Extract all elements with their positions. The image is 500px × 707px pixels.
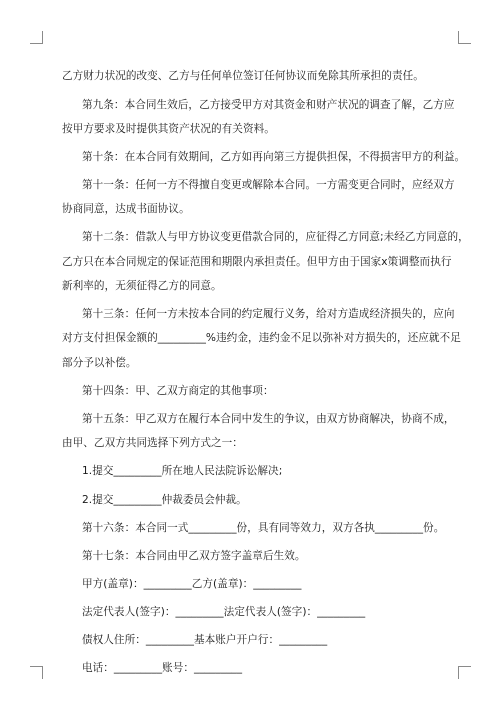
text-line: 1.提交_________所在地人民法院诉讼解决;: [82, 465, 283, 477]
text-line: 第九条：本合同生效后，乙方接受甲方对其资金和财产状况的调查了解，乙方应: [82, 99, 455, 111]
text-line: 新利率的，无须征得乙方的同意。: [62, 280, 222, 292]
text-line: 第十一条：任何一方不得擅自变更或解除本合同。一方需变更合同时，应经双方: [82, 179, 455, 191]
text-line: 第十四条：甲、乙双方商定的其他事项：: [82, 385, 274, 397]
text-line: 甲方(盖章)：_________乙方(盖章)：_________: [82, 578, 302, 590]
text-line: 乙方只在本合同规定的保证范围和期限内承担责任。但甲方由于国家x策调整而执行: [62, 256, 452, 268]
crop-mark-top-right: [458, 31, 471, 44]
text-line: 第十三条：任何一方未按本合同的约定履行义务，给对方造成经济损失的，应向: [82, 308, 455, 320]
text-line: 2.提交_________仲裁委员会仲裁。: [82, 494, 247, 506]
text-line: 乙方财力状况的改变、乙方与任何单位签订任何协议而免除其所承担的责任。: [62, 70, 424, 82]
text-line: 第十二条：借款人与甲方协议变更借款合同的，应征得乙方同意;未经乙方同意的，: [82, 231, 469, 243]
text-line: 第十七条：本合同由甲乙双方签字盖章后生效。: [82, 550, 306, 562]
text-line: 协商同意，达成书面协议。: [62, 203, 190, 215]
text-line: 按甲方要求及时提供其资产状况的有关资料。: [62, 123, 275, 135]
text-line: 电话：_________账号：_________: [82, 662, 243, 674]
text-line: 第十条：在本合同有效期间，乙方如再向第三方提供担保，不得损害甲方的利益。: [82, 151, 466, 163]
text-line: 部分予以补偿。: [62, 357, 137, 369]
text-line: 由甲、乙双方共同选择下列方式之一：: [62, 437, 243, 449]
crop-mark-top-left: [30, 31, 43, 44]
text-line: 法定代表人(签字)：_________法定代表人(签字)：_________: [82, 606, 366, 618]
crop-mark-bottom-left: [30, 666, 43, 679]
text-line: 债权人住所：_________基本账户开户行：_________: [82, 634, 328, 646]
text-line: 第十五条：甲乙双方在履行本合同中发生的争议，由双方协商解决，协商不成，: [82, 413, 455, 425]
text-line: 第十六条：本合同一式_________份，具有同等效力，双方各执_________份。: [82, 522, 445, 534]
crop-mark-bottom-right: [458, 666, 471, 679]
text-line: 对方支付担保金额的_________%违约金，违约金不足以弥补对方损失的，还应就不足: [62, 332, 461, 344]
